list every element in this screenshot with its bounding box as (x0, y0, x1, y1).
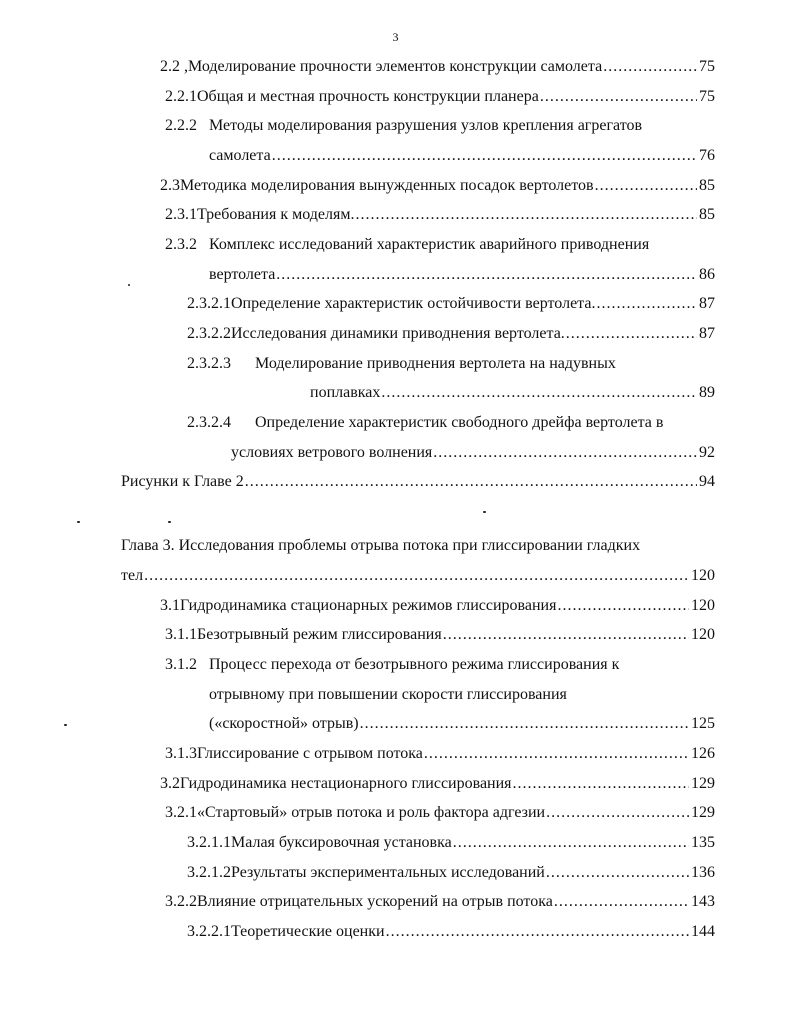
toc-entry-number: 3.2.1.1 (187, 834, 231, 851)
toc-entry (187, 411, 715, 435)
dot-leader (276, 263, 697, 287)
toc-entry-page: 144 (691, 923, 715, 940)
toc-entry-title: Общая и местная прочность конструкции планера (197, 88, 539, 105)
toc-entry-title: Определение характеристик остойчивости вертолета. (231, 295, 596, 312)
toc-entry-title: Влияние отрицательных ускорений на отрыв потока (197, 893, 553, 910)
toc-entry (121, 470, 715, 494)
dot-leader (360, 712, 689, 736)
toc-entry-page: 87 (699, 295, 715, 312)
toc-entry-page: 129 (691, 775, 715, 792)
dot-leader (433, 441, 697, 465)
toc-entry (160, 55, 715, 79)
toc-entry-title: Исследования динамики приводнения вертолета. (231, 325, 565, 342)
dot-leader (566, 322, 697, 346)
dot-leader (443, 623, 689, 647)
toc-entry-number: 3.2 (160, 775, 180, 792)
toc-entry-number: 2.3.2.3 (187, 355, 231, 372)
toc-entry-number: 3.1.3 (165, 745, 197, 762)
toc-entry (165, 742, 715, 766)
toc-entry-page: 125 (691, 715, 715, 732)
dot-leader (245, 470, 697, 494)
toc-entry-title: Безотрывный режим глиссирования (197, 626, 442, 643)
toc-entry-title: Теоретические оценки (231, 923, 385, 940)
toc-entry (160, 594, 715, 618)
toc-entry-page: 94 (699, 473, 715, 490)
toc-entry (165, 114, 715, 138)
toc-entry-title: Гидродинамика стационарных режимов глиссирования (180, 597, 557, 614)
toc-entry-title: вертолета (209, 266, 276, 283)
toc-entry-number: 2.3 (160, 177, 180, 194)
toc-entry-number: 3.1.2 (165, 656, 197, 673)
toc-entry-page: 75 (699, 88, 715, 105)
dot-leader (386, 920, 689, 944)
toc-entry (187, 322, 715, 346)
toc-entry-page: 85 (699, 206, 715, 223)
toc-entry-page: 136 (691, 864, 715, 881)
toc-entry-continuation (209, 712, 715, 736)
dot-leader (381, 381, 697, 405)
toc-entry-number: 2.2.1 (165, 88, 197, 105)
toc-entry (165, 801, 715, 825)
scan-speck (168, 521, 171, 523)
toc-entry-page: 120 (691, 626, 715, 643)
toc-entry-title: Результаты экспериментальных исследований (231, 864, 545, 881)
toc-entry (187, 861, 715, 885)
toc-entry-continuation (310, 381, 715, 405)
toc-entry-title: Требования к моделям. (197, 206, 355, 223)
toc-entry (187, 292, 715, 316)
toc-entry (187, 352, 715, 376)
toc-entry (165, 890, 715, 914)
toc-entry-page: 75 (699, 58, 715, 75)
toc-entry-page: 85 (699, 177, 715, 194)
dot-leader (540, 85, 697, 109)
dot-leader (513, 772, 689, 796)
toc-entry-page: 120 (691, 567, 715, 584)
toc-entry-number: 2.2 , (160, 58, 188, 75)
toc-entry-title: Методика моделирования вынужденных посадок вертолетов (180, 177, 594, 194)
toc-chapter-heading (121, 534, 715, 558)
toc-entry-page: 86 (699, 266, 715, 283)
toc-entry (187, 831, 715, 855)
toc-entry-number: 2.3.2.4 (187, 414, 231, 431)
toc-entry-title: Рисунки к Главе 2 (121, 473, 244, 490)
toc-entry-title: Методы моделирования разрушения узлов крепления агрегатов (209, 117, 643, 134)
toc-entry-page: 143 (691, 893, 715, 910)
toc-entry-number: 3.1 (160, 597, 180, 614)
toc-entry-title: отрывному при повышении скорости глиссирования (209, 686, 567, 703)
dot-leader (453, 831, 689, 855)
toc-entry-continuation (209, 144, 715, 168)
toc-entry-number: 3.2.1.2 (187, 864, 231, 881)
toc-entry (165, 653, 715, 677)
toc-entry-title: поплавках (310, 384, 381, 401)
toc-entry-title: Комплекс исследований характеристик аварийного приводнения (209, 236, 650, 253)
toc-entry-page: 92 (699, 444, 715, 461)
toc-entry-page: 89 (699, 384, 715, 401)
toc-entry-continuation (121, 564, 715, 588)
toc-entry-number: 2.3.1 (165, 206, 197, 223)
toc-entry-page: 135 (691, 834, 715, 851)
dot-leader (272, 144, 697, 168)
toc-entry (160, 772, 715, 796)
toc-entry-number: 3.2.1 (165, 804, 197, 821)
toc-entry-number: 3.1.1 (165, 626, 197, 643)
toc-entry-number: 2.3.2.1 (187, 295, 231, 312)
toc-entry (160, 174, 715, 198)
toc-entry (187, 920, 715, 944)
dot-leader (424, 742, 689, 766)
toc-entry-number: 2.3.2 (165, 236, 197, 253)
scan-speck (77, 521, 80, 523)
page-number: 3 (392, 30, 399, 44)
toc-entry-number: 3.2.2 (165, 893, 197, 910)
scan-speck (128, 284, 130, 286)
toc-entry-continuation (231, 441, 715, 465)
toc-entry-page: 126 (691, 745, 715, 762)
toc-entry (165, 85, 715, 109)
toc-entry-title: Моделирование приводнения вертолета на надувных (255, 355, 616, 372)
toc-entry-title: Гидродинамика нестационарного глиссирования (180, 775, 512, 792)
dot-leader (603, 55, 697, 79)
toc-entry (165, 233, 715, 257)
scan-speck (64, 724, 67, 726)
dot-leader (144, 564, 689, 588)
toc-entry-title: Малая буксировочная установка (231, 834, 452, 851)
dot-leader (546, 801, 689, 825)
toc-entry-page: 120 (691, 597, 715, 614)
dot-leader (546, 861, 689, 885)
toc-entry-title: «Стартовый» отрыв потока и роль фактора адгезии (197, 804, 546, 821)
toc-entry-title: Моделирование прочности элементов конструкции самолета (188, 58, 603, 75)
toc-entry-title: («скоростной» отрыв) (209, 715, 359, 732)
toc-entry (165, 203, 715, 227)
toc-entry-page: 76 (699, 147, 715, 164)
toc-entry-continuation (209, 683, 715, 707)
dot-leader (596, 292, 697, 316)
toc-entry-title: условиях ветрового волнения (231, 444, 433, 461)
scan-speck (483, 511, 486, 513)
toc-entry-page: 129 (691, 804, 715, 821)
toc-entry-title: Глава 3. Исследования проблемы отрыва потока при глиссировании гладких (121, 537, 641, 554)
toc-entry-number: 2.3.2.2 (187, 325, 231, 342)
dot-leader (554, 890, 689, 914)
toc-entry-title: Глиссирование с отрывом потока (197, 745, 423, 762)
toc-entry-number: 2.2.2 (165, 117, 197, 134)
toc-entry-title: тел (121, 567, 144, 584)
toc-entry-title: Процесс перехода от безотрывного режима глиссирования к (209, 656, 620, 673)
dot-leader (595, 174, 697, 198)
toc-entry (165, 623, 715, 647)
toc-entry-title: самолета (209, 147, 271, 164)
toc-entry-title: Определение характеристик свободного дрейфа вертолета в (255, 414, 664, 431)
dot-leader (557, 594, 689, 618)
toc-entry-continuation (209, 263, 715, 287)
toc-entry-number: 3.2.2.1 (187, 923, 231, 940)
dot-leader (355, 203, 697, 227)
toc-entry-page: 87 (699, 325, 715, 342)
